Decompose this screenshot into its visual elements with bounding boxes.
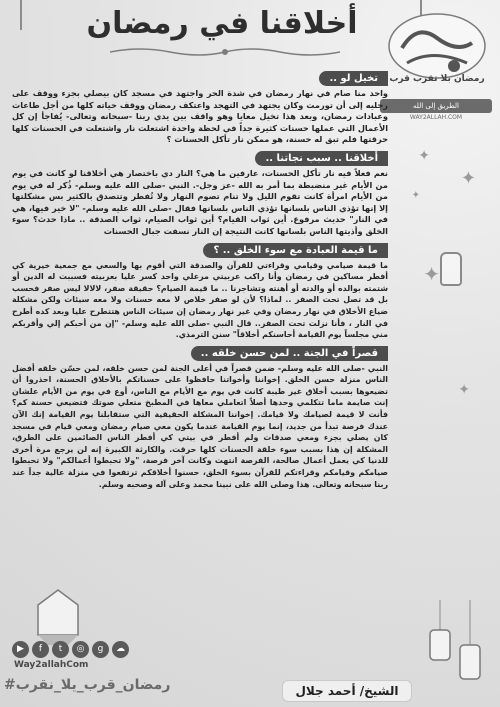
star-icon: ✦ bbox=[423, 262, 440, 286]
star-icon: ✦ bbox=[458, 382, 470, 398]
star-icon: ✦ bbox=[460, 168, 476, 189]
lanterns-icon bbox=[420, 600, 490, 700]
facebook-icon[interactable]: f bbox=[32, 641, 49, 658]
article-content bbox=[12, 66, 388, 490]
section-title: قصراً في الجنة .. لمن حسن خلقه .. bbox=[191, 346, 388, 361]
hashtag: #رمضان_قرب_يلا_نقرب bbox=[4, 677, 171, 693]
soundcloud-icon[interactable]: ☁ bbox=[112, 641, 129, 658]
google-plus-icon[interactable]: g bbox=[92, 641, 109, 658]
section-title: ما قيمة العبادة مع سوء الخلق .. ؟ bbox=[203, 243, 388, 258]
section-morals bbox=[12, 146, 388, 238]
twitter-icon[interactable]: t bbox=[52, 641, 69, 658]
lantern-icon bbox=[440, 252, 462, 286]
section-text: النبي -صلى الله عليه وسلم- ضمن قصراً في أعلى الجنة لمن حسن خلقه، لمن حسّن خلقه أفضل الناس منزلة حسن الخلق. إخواننا وأخواتنا حافظوا على حسناتكم بالأخلاق الحسنة، احذروا أن تضيعوها بسبب أخلاق غير طيبة كانت في يوم مع الأيام مع الناس، أوع في يوم من الأيام علشان إنت صايمة ماما تتكلمي وحدها أصلاً اتعاملي معاها في المطبخ متعلي صوتك فتضيعي حسنة كم؟ فأنت لا قيمة لصيامك ولا قيامك. إخواننا المشكلة الحقيقية التي ستقابلنا يوم القيامة إنك الآن عندك فرصة تبدأ من جديد، إنما يوم القيامة عندما يكون معي صيام رمضان ومعي قيام في مسجد كان يصلي بجزء ومعي صدقات ولم أفطر في بيتي كي أفطر الناس الصائمين على الطرق، المشكلة إن هذا بسبب سوء خلقة الحسنات كلها حرقت. والكارثة الكبيرة إنه لن يرجع مرة أخرى للدنيا كي يعمل أعمال صالحة، الفرصة انتهت وكانت آخر فرصة، "ولا تحبطوا أعمالكم" ولا تحبطوا صيامكم وقيامكم وقراءتكم للقرآن بسوء الخلق، حسنوا أخلاقكم ترتفعوا في منزلة عالية جداً عند ربنا سبحانه وتعالى. هذا وصلى الله على نبينا محمد وعلى آله وصحبه وسلم. bbox=[12, 363, 388, 489]
social-links bbox=[12, 641, 129, 658]
section-title: أخلاقنا .. سبب نجاتنا .. bbox=[255, 151, 388, 166]
section-text: ما قيمة صيامي وقيامي وقراءتي للقرآن والصدقة التي أقوم بها والسعي مع جمعية خيرية كي أفطر مساكين في رمضان وأنا راكب عربيتي مرعلي واحد كسر عليا بعربيته فسببت له الدين أو شتمته بوالده أو والدته أو أهنته وتشاجرنا .. ما قيمة الصيام؟ حقيقة صفر، لالالا ليس صفر فحسب بل قد تصل تحت الصفر .. لماذا؟ لأن لو صفر خلاص لا معه حسنات ولا معه سيئات ولكن مشكلة ضياع الأخلاق في نهار رمضان وفي غير نهار رمضان إن سيئات الناس هتتطرح عليا وبعد كده أطرح في النار ، فأنا نزلت تحت الصفر.. قال النبي -صلى الله عليه وسلم- "إن من أحبكم إلي وأقربكم مني مجلساً يوم القيامة أحاسنكم أخلاقاً" سنن الترمذي. bbox=[12, 260, 388, 340]
section-text: نعم فعلاً فيه نار تأكل الحسنات، عارفين ما هي؟ النار دي باختصار هي أخلاقنا لو كانت في يوم من الأيام غير منضبطة بما أمر به الله -عز وجل-. النبي -صلى الله عليه وسلم- ذُكر له في يوم من الأيام امرأة كانت تقوم الليل ولا تنام تصوم النهار ولا تُفطر وتتصدق بالكثير بس مشكلتها إلا إنها تؤذي الناس بلسانها تؤذي الناس بلسانها فقال -صلى الله عليه وسلم- "لا خير فيها، هي في النار" حديث مرفوع. أين ثواب القيام؟ أين ثواب الصيام، ثواب الصدقة .. ماذا حدث؟ سوء الخلق وأذيتها الناس بلسانها كانت النتيجة إن النار نسفت جبال الحسنات bbox=[12, 167, 388, 236]
youtube-icon[interactable]: ▶ bbox=[12, 641, 29, 658]
star-icon: ✦ bbox=[418, 148, 430, 164]
page-title: أخلاقنا في رمضان bbox=[86, 6, 358, 41]
section-imagine bbox=[12, 66, 388, 146]
ramadan-logo-icon bbox=[382, 8, 492, 88]
hanging-string-icon bbox=[20, 0, 22, 30]
brand-banner: الطريق إلى الله bbox=[380, 99, 492, 113]
star-icon: ✦ bbox=[411, 190, 420, 201]
section-text: واحد منا صام في نهار رمضان في شدة الحر واجتهد في مسجد كان بيصلي بجزء ووقف على رجليه إلى أن تورمت وكان يجتهد في التهجد واعتكف رمضان ووقف حياته كلها من أجل طاعات وعبادات رمضان، وبعد هذا تخيل معايا وهو واقف بين يدي ربنا -سبحانه وتعالى- يُفاجأ إن كل الأعمال التي عملها حسنات كثيرة جداً في لحظة واحدة اشتعلت نار واشتعلت في الحسنات كلها حرقتها فلم تبق له حسنة، هو ممكن نار تأكل الحسنات ؟ bbox=[12, 88, 388, 145]
instagram-icon[interactable]: ◎ bbox=[72, 641, 89, 658]
site-url[interactable]: Way2allahCom bbox=[14, 660, 89, 670]
section-palace bbox=[12, 341, 388, 491]
section-worship-value bbox=[12, 238, 388, 341]
author-name: الشيخ/ أحمد جلال bbox=[282, 680, 412, 702]
section-title: تخيل لو .. bbox=[319, 71, 388, 86]
title-ornament-icon bbox=[110, 46, 340, 58]
logo-text: رمضان بلا تقرب قرب bbox=[389, 74, 485, 84]
brand-site: WAY2ALLAH.COM bbox=[409, 114, 463, 121]
